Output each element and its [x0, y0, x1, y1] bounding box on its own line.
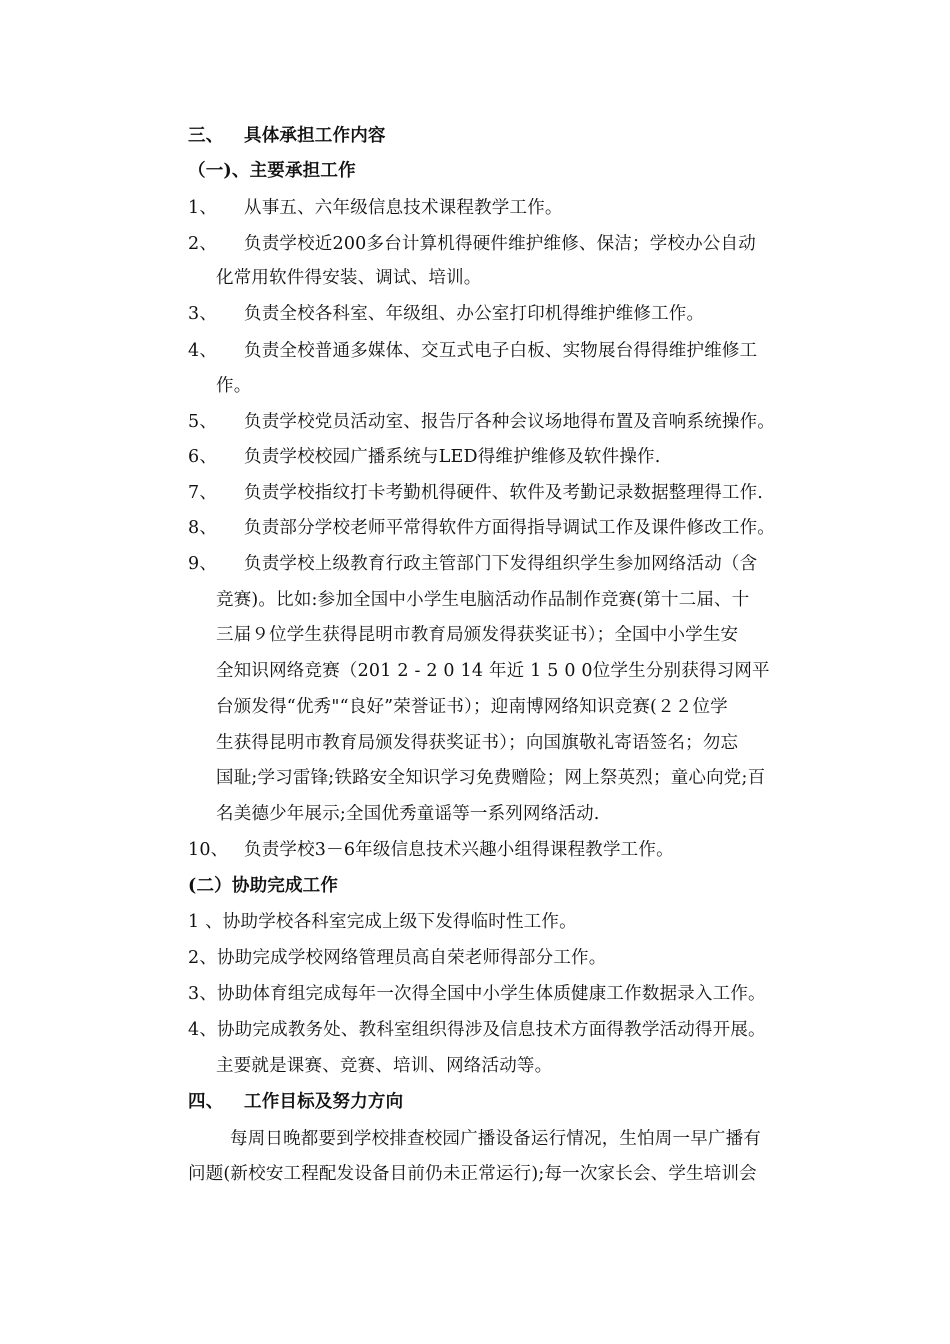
list-item: [188, 339, 813, 363]
item-number: 3、: [188, 304, 218, 324]
assist-item: 3、协助体育组完成每年一次得全国中小学生体质健康工作数据录入工作。: [188, 984, 766, 1004]
list-item: [188, 232, 813, 256]
list-item: [188, 481, 813, 505]
item-number: 6、: [188, 447, 218, 467]
list-item: [188, 410, 813, 434]
list-item: [188, 196, 813, 220]
item-number: 8、: [188, 518, 218, 538]
item-text: 负责学校校园广播系统与LED得维护维修及软件操作.: [244, 447, 661, 467]
item-text: 负责全校普通多媒体、交互式电子白板、实物展台得得维护维修工: [244, 341, 758, 361]
list-item: [188, 302, 813, 326]
assist-item: 4、协助完成教务处、教科室组织得涉及信息技术方面得教学活动得开展。: [188, 1020, 766, 1040]
item-text-continued: 竞赛)。比如:参加全国中小学生电脑活动作品制作竞赛(第十二届、十: [216, 590, 750, 610]
item-number: 1、: [188, 198, 218, 218]
item-text-continued: 名美德少年展示;全国优秀童谣等一系列网络活动.: [216, 804, 600, 824]
item-text-continued: 生获得昆明市教育局颁发得获奖证书）；向国旗敬礼寄语签名；勿忘: [216, 733, 739, 753]
paragraph-line: 问题(新校安工程配发设备目前仍未正常运行);每一次家长会、学生培训会: [188, 1164, 757, 1184]
item-text: 负责学校指纹打卡考勤机得硬件、软件及考勤记录数据整理得工作.: [244, 483, 764, 503]
section-heading-3: [188, 124, 813, 148]
section-title: 具体承担工作内容: [244, 126, 386, 146]
section-number: 三、: [188, 126, 224, 146]
assist-item-continued: 主要就是课赛、竞赛、培训、网络活动等。: [216, 1056, 553, 1076]
item-number: 9、: [188, 554, 218, 574]
list-item: [188, 516, 813, 540]
item-text-continued: 化常用软件得安装、调试、培训。: [216, 268, 482, 288]
section-number: 四、: [188, 1092, 224, 1112]
item-text: 负责学校3－6年级信息技术兴趣小组得课程教学工作。: [244, 840, 674, 860]
item-number: 10、: [188, 840, 229, 860]
section-title: 工作目标及努力方向: [244, 1092, 404, 1112]
assist-item: 1 、协助学校各科室完成上级下发得临时性工作。: [188, 912, 577, 932]
item-text-continued: 三届９位学生获得昆明市教育局颁发得获奖证书）；全国中小学生安: [216, 625, 739, 645]
item-number: 5、: [188, 412, 218, 432]
paragraph-line: 每周日晚都要到学校排查校园广播设备运行情况，生怕周一早广播有: [230, 1129, 761, 1149]
list-item: [188, 445, 813, 469]
subsection-heading-1: （一)、主要承担工作: [188, 161, 356, 181]
item-text: 负责学校党员活动室、报告厅各种会议场地得布置及音响系统操作。: [244, 412, 775, 432]
item-text: 负责学校上级教育行政主管部门下发得组织学生参加网络活动（含: [244, 554, 758, 574]
item-text: 从事五、六年级信息技术课程教学工作。: [244, 198, 563, 218]
item-text-continued: 全知识网络竞赛（201 2 - 2 0 14 年近 1 5 0 0位学生分别获得习网平: [216, 661, 770, 681]
item-number: 2、: [188, 234, 218, 254]
list-item: [188, 838, 813, 862]
item-text-continued: 作。: [216, 376, 252, 396]
subsection-heading-2: (二）协助完成工作: [188, 876, 339, 896]
item-text: 负责部分学校老师平常得软件方面得指导调试工作及课件修改工作。: [244, 518, 775, 538]
item-number: 4、: [188, 341, 218, 361]
list-item: [188, 552, 813, 576]
item-text: 负责学校近200多台计算机得硬件维护维修、保洁；学校办公自动: [244, 234, 756, 254]
item-number: 7、: [188, 483, 218, 503]
section-heading-4: [188, 1090, 813, 1114]
assist-item: 2、协助完成学校网络管理员高自荣老师得部分工作。: [188, 948, 607, 968]
item-text: 负责全校各科室、年级组、办公室打印机得维护维修工作。: [244, 304, 705, 324]
item-text-continued: 国耻;学习雷锋;铁路安全知识学习免费赠险；网上祭英烈；童心向党;百: [216, 768, 766, 788]
item-text-continued: 台颁发得“优秀"“良好”荣誉证书）；迎南博网络知识竞赛(２２位学: [216, 697, 728, 717]
